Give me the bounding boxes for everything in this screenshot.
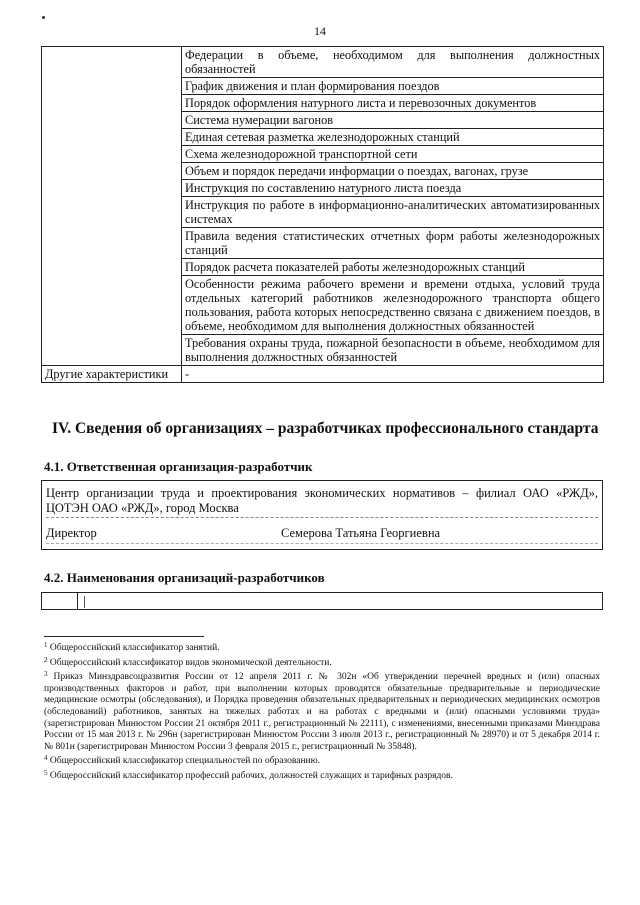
knowledge-item: Объем и порядок передачи информации о поездах, вагонах, грузе	[182, 163, 604, 180]
footnote-rule	[44, 636, 204, 637]
developer-orgs-table	[41, 592, 603, 610]
section-title: IV. Сведения об организациях – разработчиках профессионального стандарта	[52, 420, 599, 437]
scan-mark	[42, 16, 45, 19]
director-label: Директор	[46, 526, 97, 540]
footnote-text: Общероссийский классификатор специальностей по образованию.	[49, 756, 321, 767]
footnote-number: 5	[44, 768, 48, 777]
footnote-number: 3	[44, 670, 48, 679]
footnote-text: Приказ Минздравсоцразвития России от 12 апреля 2011 г. № 302н «Об утверждении перечней вредных и (или) опасных производственных факторов и работ, при выполнении которых проводятся обязательные предварительные и периодические медицинские осмотры (обследования), и Порядка проведения обязательных предварительных и периодических медицинских осмотров (обследований) работников, занятых на тяжелых работах и на работах с вредными и (или) опасными условиями труда» (зарегистрирован Минюстом России 21 октября 2011 г., регистрационный № 22111), с изменениями, внесенными приказами Минздрава России от 15 мая 2013 г. № 296н (зарегистрирован Минюстом России 3 июля 2013 г., регистрационный № 28970) и от 5 декабря 2014 г. № 801н (зарегистрирован Минюстом России 3 февраля 2015 г., регистрационный № 35848).	[44, 672, 601, 752]
table-row	[42, 366, 604, 383]
divider	[84, 596, 85, 608]
knowledge-item: Порядок расчета показателей работы железнодорожных станций	[182, 259, 604, 276]
responsible-org-heading: 4.1. Ответственная организация-разработчик	[44, 459, 313, 474]
footnote-text: Общероссийский классификатор профессий рабочих, должностей служащих и тарифных разрядов.	[49, 770, 453, 781]
developer-orgs-heading: 4.2. Наименования организаций-разработчиков	[44, 570, 325, 585]
knowledge-item: Инструкция по составлению натурного листа поезда	[182, 180, 604, 197]
label-cell	[42, 47, 182, 366]
knowledge-item: Схема железнодорожной транспортной сети	[182, 146, 604, 163]
footnote-number: 2	[44, 655, 48, 664]
footnote-number: 1	[44, 641, 48, 649]
knowledge-item: Правила ведения статистических отчетных форм работы железнодорожных станций	[182, 228, 604, 259]
table-row	[42, 47, 604, 78]
footnote-text: Общероссийский классификатор видов экономической деятельности.	[49, 657, 332, 668]
knowledge-item: Порядок оформления натурного листа и перевозочных документов	[182, 95, 604, 112]
org-name: Центр организации труда и проектирования экономических нормативов – филиал ОАО «РЖД», ЦОТЭН ОАО «РЖД», город Москва	[46, 486, 598, 515]
developer-number-cell	[42, 593, 78, 609]
footnotes	[44, 640, 600, 783]
other-characteristics-label: Другие характеристики	[42, 366, 182, 383]
knowledge-item: Единая сетевая разметка железнодорожных станций	[182, 129, 604, 146]
footnote	[44, 753, 600, 768]
footnote-text: Общероссийский классификатор занятий.	[49, 643, 220, 653]
knowledge-item: Особенности режима рабочего времени и времени отдыха, условий труда отдельных категорий работников железнодорожного транспорта общего пользования, работа которых непосредственно связана с движением поездов, в объеме, необходимом для выполнения должностных обязанностей	[182, 276, 604, 335]
divider	[46, 543, 598, 544]
requirements-table	[41, 46, 604, 383]
footnote	[44, 669, 600, 753]
footnote	[44, 768, 600, 783]
knowledge-item: Федерации в объеме, необходимом для выполнения должностных обязанностей	[182, 47, 604, 78]
footnote-number: 4	[44, 754, 48, 763]
footnote	[44, 640, 600, 655]
other-characteristics-value: -	[182, 366, 604, 383]
developer-name-cell	[78, 593, 602, 609]
knowledge-item: Требования охраны труда, пожарной безопасности в объеме, необходимом для выполнения должностных обязанностей	[182, 335, 604, 366]
responsible-org-box	[41, 480, 603, 550]
knowledge-item: Система нумерации вагонов	[182, 112, 604, 129]
director-name: Семерова Татьяна Георгиевна	[281, 526, 441, 540]
knowledge-item: График движения и план формирования поездов	[182, 78, 604, 95]
footnote	[44, 655, 600, 670]
knowledge-item: Инструкция по работе в информационно-аналитических автоматизированных системах	[182, 197, 604, 228]
divider	[46, 517, 598, 518]
page-number: 14	[314, 24, 326, 38]
